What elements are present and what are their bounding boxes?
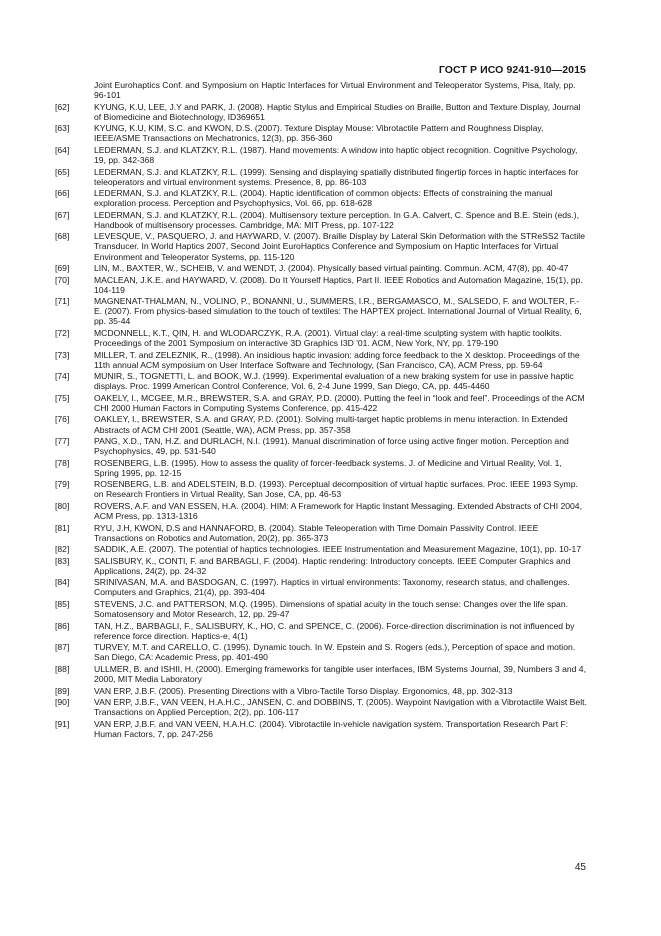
- reference-number: [80]: [55, 500, 70, 511]
- reference-number: [69]: [55, 263, 70, 274]
- reference-text: PANG, X.D., TAN, H.Z. and DURLACH, N.I. (1991). Manual discrimination of force using active finger motion. Perception and Psychophysics, 49, pp. 531-540: [94, 436, 569, 457]
- reference-number: [65]: [55, 166, 70, 177]
- reference-number: [72]: [55, 327, 70, 338]
- reference-item: [55, 501, 587, 521]
- reference-item: [55, 642, 587, 662]
- reference-text: TURVEY, M.T. and CARELLO, C. (1995). Dynamic touch. In W. Epstein and S. Rogers (eds.), Perception of space and motion. San Diego, CA: Academic Press, pp. 401-490: [94, 642, 576, 663]
- reference-text: MILLER, T. and ZELEZNIK, R., (1998). An insidious haptic invasion: adding force feedback to the X desktop. Proceedings of the 11th annual ACM symposium on User Interface Software and Technology, (San Francisco, CA), ACM Press, pp. 59-64: [94, 349, 580, 370]
- reference-item: [55, 371, 587, 391]
- reference-number: [82]: [55, 544, 70, 555]
- reference-item: [55, 350, 587, 370]
- reference-text: STEVENS, J.C. and PATTERSON, M.Q. (1995). Dimensions of spatial acuity in the touch sense: Changes over the life span. Somatosensory and Motor Research, 12, pp. 29-47: [94, 599, 568, 620]
- reference-item: [55, 686, 587, 696]
- reference-item: [55, 577, 587, 597]
- reference-item: [55, 523, 587, 543]
- reference-item: [55, 188, 587, 208]
- reference-text: LIN, M., BAXTER, W., SCHEIB, V. and WENDT, J. (2004). Physically based virtual painting. Commun. ACM, 47(8), pp. 40-47: [94, 263, 569, 274]
- reference-text: LEDERMAN, S.J. and KLATZKY, R.L. (1999). Sensing and displaying spatially distributed fingertip forces in haptic interfaces for teleoperators and virtual environment systems. Presence, 8, pp. 86-103: [94, 166, 579, 187]
- reference-number: [66]: [55, 188, 70, 199]
- reference-text: OAKELY, I., MCGEE, M.R., BREWSTER, S.A. and GRAY, P.D. (2000). Putting the feel in “look and feel”. Proceedings of the ACM CHI 2000 Human Factors in Computing Systems Conference, pp. 415-422: [94, 392, 585, 413]
- reference-number: [63]: [55, 123, 70, 134]
- reference-item: [55, 210, 587, 230]
- page-number: 45: [574, 862, 586, 873]
- reference-text: SALISBURY, K., CONTI, F. and BARBAGLI, F. (2004). Haptic rendering: Introductory concepts. IEEE Computer Graphics and Applications, 24(2), pp. 24-32: [94, 555, 571, 576]
- reference-number: [83]: [55, 555, 70, 566]
- reference-item: [55, 414, 587, 434]
- reference-item: [55, 544, 587, 554]
- reference-text: KYUNG, K.U, KIM, S.C. and KWON, D.S. (2007). Texture Display Mouse: Vibrotactile Pattern and Roughness Display, IEEE/ASME Transactions on Mechatronics, 12(3), pp. 356-360: [94, 123, 544, 144]
- document-header: ГОСТ Р ИСО 9241-910—2015: [438, 64, 586, 76]
- reference-item: [55, 167, 587, 187]
- reference-item: [55, 479, 587, 499]
- reference-item: [55, 458, 587, 478]
- reference-text: MCDONNELL, K.T., QIN, H. and WLODARCZYK, R.A. (2001). Virtual clay: a real-time sculpting system with haptic toolkits. Proceedings of the 2001 Symposium on interactive 3D Graphics I3D '01. ACM, New York, NY, pp. 179-190: [94, 327, 562, 349]
- reference-text: VAN ERP, J.B.F. and VAN VEEN, H.A.H.C. (2004). Vibrotactile in-vehicle navigation system. Transportation Research Part F: Human Factors, 7, pp. 247-256: [94, 718, 569, 739]
- reference-text: MAGNENAT-THALMAN, N., VOLINO, P., BONANNI, U., SUMMERS, I.R., BERGAMASCO, M., SALSEDO, F. and WOLTER, F.-E. (2007). From physics-based simulation to the touch of textiles: The HAPTEX project. International Journal of Virtual Reality, 6, pp. 35-44: [94, 296, 582, 327]
- reference-text: ULLMER, B. and ISHII, H. (2000). Emerging frameworks for tangible user interfaces, IBM Systems Journal, 39, Numbers 3 and 4, 2000, MIT Media Laboratory: [94, 663, 586, 684]
- reference-item: [55, 393, 587, 413]
- reference-number: [87]: [55, 642, 70, 653]
- reference-number: [73]: [55, 349, 70, 360]
- reference-number: [79]: [55, 479, 70, 490]
- reference-number: [81]: [55, 522, 70, 533]
- reference-text: MACLEAN, J.K.E. and HAYWARD, V. (2008). Do It Yourself Haptics, Part II. IEEE Robotics and Automation Magazine, 15(1), pp. 104-119: [94, 274, 583, 295]
- reference-item: [55, 621, 587, 641]
- reference-number: [74]: [55, 371, 70, 382]
- reference-number: [76]: [55, 414, 70, 425]
- reference-text: LEDERMAN, S.J. and KLATZKY, R.L. (1987). Hand movements: A window into haptic object recognition. Cognitive Psychology, 19, pp. 342-368: [94, 144, 578, 165]
- reference-item: [55, 296, 587, 326]
- reference-text: VAN ERP, J.B.F., VAN VEEN, H.A.H.C., JANSEN, C. and DOBBINS, T. (2005). Waypoint Navigation with a Vibrotactile Waist Belt. Transactions on Applied Perception, 2(2), pp. 106-117: [94, 697, 587, 718]
- reference-number: [89]: [55, 685, 70, 696]
- reference-number: [70]: [55, 274, 70, 285]
- reference-items: [55, 102, 587, 739]
- reference-item: [55, 263, 587, 273]
- reference-item: [55, 123, 587, 143]
- reference-number: [68]: [55, 231, 70, 242]
- reference-number: [90]: [55, 697, 70, 708]
- reference-item: [55, 145, 587, 165]
- reference-number: [78]: [55, 457, 70, 468]
- reference-text: MUNIR, S., TOGNETTI, L. and BOOK, W.J. (1999). Experimental evaluation of a new braking system for use in passive haptic displays. Proc. 1999 American Control Conference, Vol. 6, 2-4 June 1999, San Diego, CA, pp. 445-4460: [94, 371, 574, 392]
- reference-text: RYU, J.H, KWON, D.S and HANNAFORD, B. (2004). Stable Teleoperation with Time Domain Passivity Control. IEEE Transactions on Robotics and Automation, 20(2), pp. 365-373: [94, 522, 539, 543]
- reference-number: [75]: [55, 392, 70, 403]
- reference-continuation: Joint Eurohaptics Conf. and Symposium on Haptic Interfaces for Virtual Environment and Teleoperator Systems, Pisa, Italy, pp. 96-101: [94, 80, 576, 101]
- reference-text: TAN, H.Z., BARBAGLI, F., SALISBURY, K., HO, C. and SPENCE, C. (2006). Force-direction discrimination is not influenced by reference force direction. Haptics-e, 4(1): [94, 620, 575, 641]
- reference-text: LEDERMAN, S.J. and KLATZKY, R.L. (2004). Multisensory texture perception. In G.A. Calvert, C. Spence and B.E. Stein (eds.), Handbook of multisensory processes. Cambridge, MA: MIT Press, pp. 107-122: [94, 209, 579, 230]
- reference-number: [64]: [55, 144, 70, 155]
- reference-text: VAN ERP, J.B.F. (2005). Presenting Directions with a Vibro-Tactile Torso Display. Ergonomics, 48, pp. 302-313: [94, 685, 513, 696]
- reference-item: [55, 664, 587, 684]
- reference-text: ROSENBERG, L.B. and ADELSTEIN, B.D. (1993). Perceptual decomposition of virtual haptic surfaces. Proc. IEEE 1993 Symp. on Research Frontiers in Virtual Reality, San Jose, CA, pp. 46-53: [94, 479, 578, 500]
- reference-item: [55, 556, 587, 576]
- reference-number: [77]: [55, 436, 70, 447]
- reference-item: [55, 436, 587, 456]
- reference-text: ROVERS, A.F. and VAN ESSEN, H.A. (2004). HIM: A Framework for Haptic Instant Messaging. Extended Abstracts of CHI 2004, ACM Press, pp. 1313-1316: [94, 500, 582, 522]
- reference-number: [71]: [55, 296, 70, 307]
- reference-list: [55, 80, 587, 740]
- reference-item: [55, 599, 587, 619]
- reference-number: [85]: [55, 599, 70, 609]
- reference-number: [84]: [55, 577, 70, 588]
- reference-item: [55, 102, 587, 122]
- reference-number: [62]: [55, 101, 70, 112]
- reference-item: [55, 231, 587, 261]
- reference-text: LEVESQUE, V., PASQUERO, J. and HAYWARD, V. (2007). Braille Display by Lateral Skin Deformation with the STReSS2 Tactile Transducer. In World Haptics 2007, Second Joint EuroHaptics Conference and Symposium on Haptic Interfaces for Virtual Environment and Teleoperator Systems, pp. 115-120: [94, 231, 585, 262]
- reference-number: [86]: [55, 620, 70, 631]
- reference-item: [55, 328, 587, 348]
- reference-text: KYUNG, K.U, LEE, J.Y and PARK, J. (2008). Haptic Stylus and Empirical Studies on Braille, Button and Texture Display, Journal of Biomedicine and Biotechnology, ID369651: [94, 101, 581, 122]
- reference-text: LEDERMAN, S.J. and KLATZKY, R.L. (2004). Haptic identification of common objects: Effects of constraining the manual exploration process. Perception and Psychophysics, Vol. 66, pp. 618-628: [94, 188, 553, 209]
- reference-text: SRINIVASAN, M.A. and BASDOGAN, C. (1997). Haptics in virtual environments: Taxonomy, research status, and challenges. Computers and Graphics, 21(4), pp. 393-404: [94, 577, 570, 598]
- reference-number: [67]: [55, 209, 70, 220]
- reference-number: [88]: [55, 663, 70, 674]
- reference-text: ROSENBERG, L.B. (1995). How to assess the quality of forcer-feedback systems. J. of Medicine and Virtual Reality, Vol. 1, Spring 1995, pp. 12-15: [94, 457, 562, 478]
- reference-item: [55, 719, 587, 739]
- reference-item: [55, 697, 587, 717]
- reference-text: SADDIK, A.E. (2007). The potential of haptics technologies. IEEE Instrumentation and Measurement Magazine, 10(1), pp. 10-17: [94, 544, 582, 555]
- reference-item: [55, 275, 587, 295]
- reference-text: OAKLEY, I., BREWSTER, S.A. and GRAY, P.D. (2001). Solving multi-target haptic problems in menu interaction. In Extended Abstracts of ACM CHI 2001 (Seattle, WA), ACM Press, pp. 357-358: [94, 414, 568, 435]
- reference-number: [91]: [55, 718, 70, 729]
